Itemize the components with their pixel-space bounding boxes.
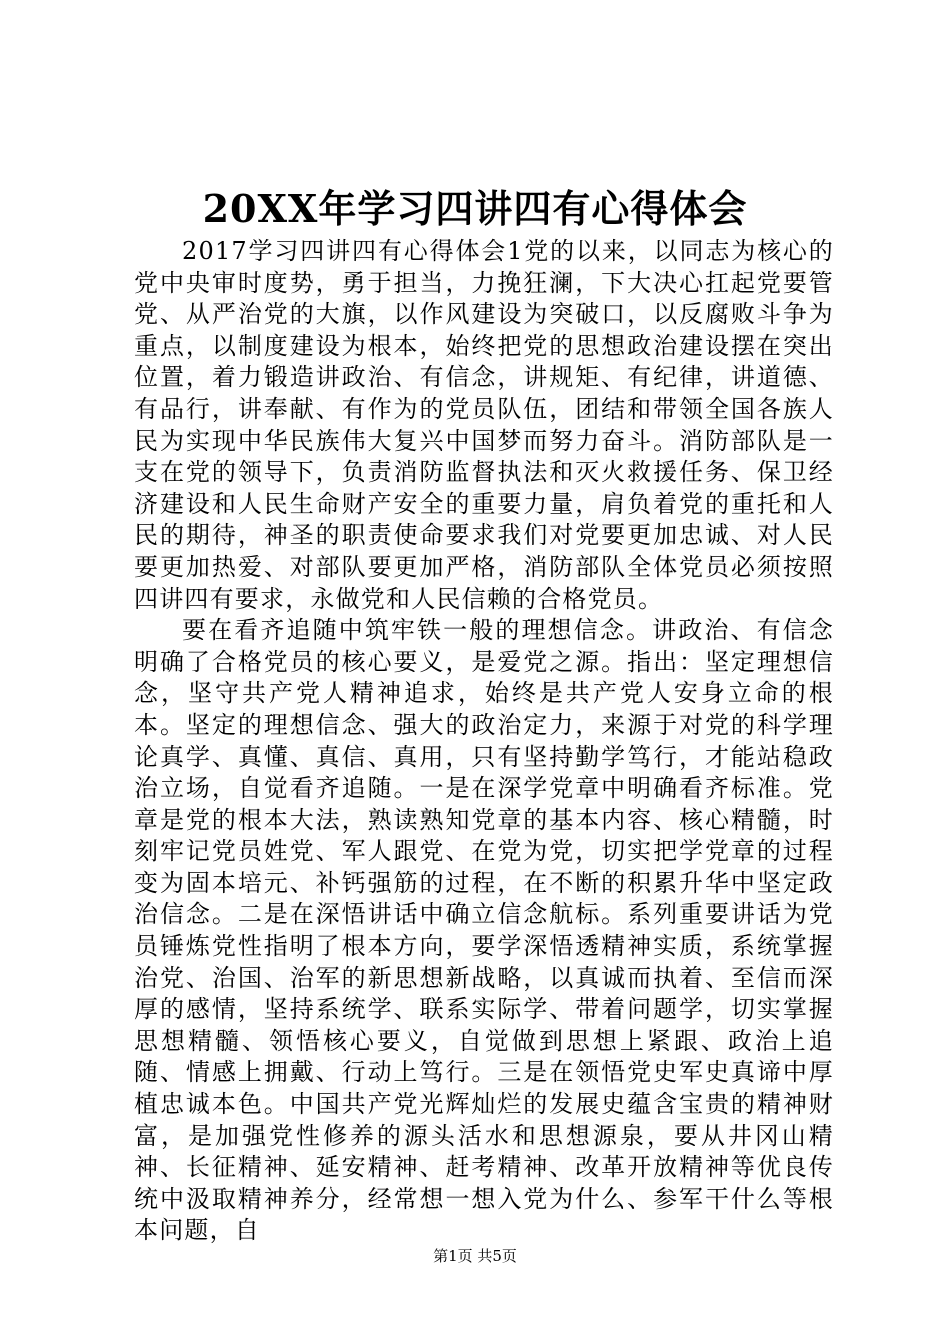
document-title: 20XX年学习四讲四有心得体会 bbox=[202, 186, 748, 231]
page-footer: 第1页 共5页 bbox=[433, 1247, 517, 1265]
document-body bbox=[134, 236, 834, 1247]
paragraph-1: 2017学习四讲四有心得体会1党的以来，以同志为核心的党中央审时度势，勇于担当，力挽狂澜，下大决心扛起党要管党、从严治党的大旗，以作风建设为突破口，以反腐败斗争为重点，以制度建设为根本，始终把党的思想政治建设摆在突出位置，着力锻造讲政治、有信念，讲规矩、有纪律，讲道德、有品行，讲奉献、有作为的党员队伍，团结和带领全国各族人民为实现中华民族伟大复兴中国梦而努力奋斗。消防部队是一支在党的领导下，负责消防监督执法和灭火救援任务、保卫经济建设和人民生命财产安全的重要力量，肩负着党的重托和人民的期待，神圣的职责使命要求我们对党要更加忠诚、对人民要更加热爱、对部队要更加严格，消防部队全体党员必须按照四讲四有要求，永做党和人民信赖的合格党员。 bbox=[134, 237, 834, 613]
paragraph-2: 要在看齐追随中筑牢铁一般的理想信念。讲政治、有信念明确了合格党员的核心要义，是爱党之源。指出：坚定理想信念，坚守共产党人精神追求，始终是共产党人安身立命的根本。坚定的理想信念、强大的政治定力，来源于对党的科学理论真学、真懂、真信、真用，只有坚持勤学笃行，才能站稳政治立场，自觉看齐追随。一是在深学党章中明确看齐标准。党章是党的根本大法，熟读熟知党章的基本内容、核心精髓，时刻牢记党员姓党、军人跟党、在党为党，切实把学党章的过程变为固本培元、补钙强筋的过程，在不断的积累升华中坚定政治信念。二是在深悟讲话中确立信念航标。系列重要讲话为党员锤炼党性指明了根本方向，要学深悟透精神实质，系统掌握治党、治国、治军的新思想新战略，以真诚而执着、至信而深厚的感情，坚持系统学、联系实际学、带着问题学，切实掌握思想精髓、领悟核心要义，自觉做到思想上紧跟、政治上追随、情感上拥戴、行动上笃行。三是在领悟党史军史真谛中厚植忠诚本色。中国共产党光辉灿烂的发展史蕴含宝贵的精神财富，是加强党性修养的源头活水和思想源泉，要从井冈山精神、长征精神、延安精神、赶考精神、改革开放精神等优良传统中汲取精神养分，经常想一想入党为什么、参军干什么等根本问题，自 bbox=[134, 616, 834, 1245]
